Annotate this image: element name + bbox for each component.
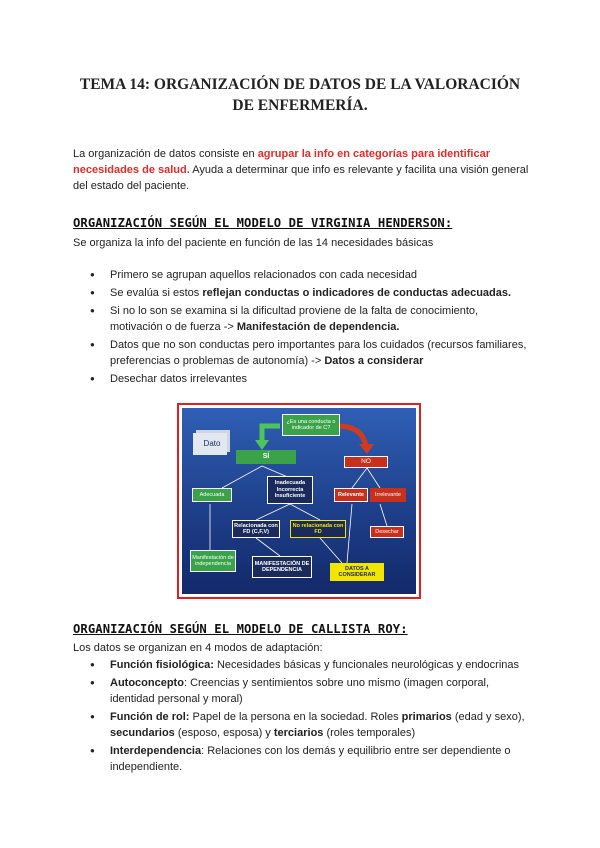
roy-intro: Los datos se organizan en 4 modos de adaptación: — [73, 642, 323, 654]
intro-paragraph — [73, 146, 533, 194]
title-line-1: TEMA 14: ORGANIZACIÓN DE DATOS DE LA VALORACIÓN — [79, 76, 521, 93]
list-item: ● Autoconcepto: Creencias y sentimientos sobre uno mismo (imagen corporal, identidad personal y moral) — [90, 675, 530, 707]
intro-text-2: Ayuda a determinar que info es relevante y facilita una visión general del estado del paciente. — [73, 164, 529, 192]
page-title — [40, 74, 560, 116]
desechar-box: Desechar — [370, 526, 404, 538]
relacionada-box: Relacionada con FD (C,F,V) — [232, 520, 280, 538]
list-item: ● Desechar datos irrelevantes — [90, 371, 530, 387]
flowchart-frame — [177, 403, 421, 599]
list-item: ● Si no lo son se examina si la dificultad proviene de la falta de conocimiento, motivación o de fuerza -> Manifestación de dependencia. — [90, 303, 530, 335]
adecuada-box: Adecuada — [192, 488, 232, 502]
dato-box: Dato — [203, 438, 221, 448]
henderson-list — [90, 267, 530, 389]
roy-list — [90, 657, 530, 777]
question-box: ¿Es una conducta o indicador de C? — [282, 414, 340, 436]
si-box: SÍ — [236, 450, 296, 464]
manif-dependencia-box: MANIFESTACIÓN DE DEPENDENCIA — [252, 556, 312, 578]
list-item: ● Interdependencia: Relaciones con los demás y equilibrio entre ser dependiente o independiente. — [90, 743, 530, 775]
list-item: ● Función de rol: Papel de la persona en la sociedad. Roles primarios (edad y sexo), secundarios (esposo, esposa) y terciarios (roles temporales) — [90, 709, 530, 741]
section-heading-henderson: ORGANIZACIÓN SEGÚN EL MODELO DE VIRGINIA HENDERSON: — [73, 216, 453, 230]
flowchart — [182, 408, 416, 594]
list-item: ● Primero se agrupan aquellos relacionados con cada necesidad — [90, 267, 530, 283]
irrelevante-box: Irrelevante — [370, 488, 406, 502]
list-item: ● Datos que no son conductas pero importantes para los cuidados (recursos familiares, preferencias o problemas de autonomía) -> Datos a considerar — [90, 337, 530, 369]
section-heading-roy: ORGANIZACIÓN SEGÚN EL MODELO DE CALLISTA ROY: — [73, 622, 408, 636]
relevante-box: Relevante — [334, 488, 368, 502]
no-box: NO — [344, 456, 388, 468]
intro-highlight: agrupar la info en categorías para identificar necesidades de salud. — [73, 148, 490, 176]
no-relacionada-box: No relacionada con FD — [290, 520, 346, 538]
datos-considerar-box: DATOS A CONSIDERAR — [330, 563, 384, 581]
title-line-2: DE ENFERMERÍA. — [232, 97, 368, 114]
henderson-intro: Se organiza la info del paciente en función de las 14 necesidades básicas — [73, 237, 434, 249]
list-item: ● Se evalúa si estos reflejan conductas o indicadores de conductas adecuadas. — [90, 285, 530, 301]
manif-independencia-box: Manifestación de independencia — [190, 550, 236, 572]
list-item: ● Función fisiológica: Necesidades básicas y funcionales neurológicas y endocrinas — [90, 657, 530, 673]
intro-text-1: La organización de datos consiste en — [73, 148, 258, 160]
inadecuada-box: Inadecuada Incorrecta Insuficiente — [267, 476, 313, 504]
